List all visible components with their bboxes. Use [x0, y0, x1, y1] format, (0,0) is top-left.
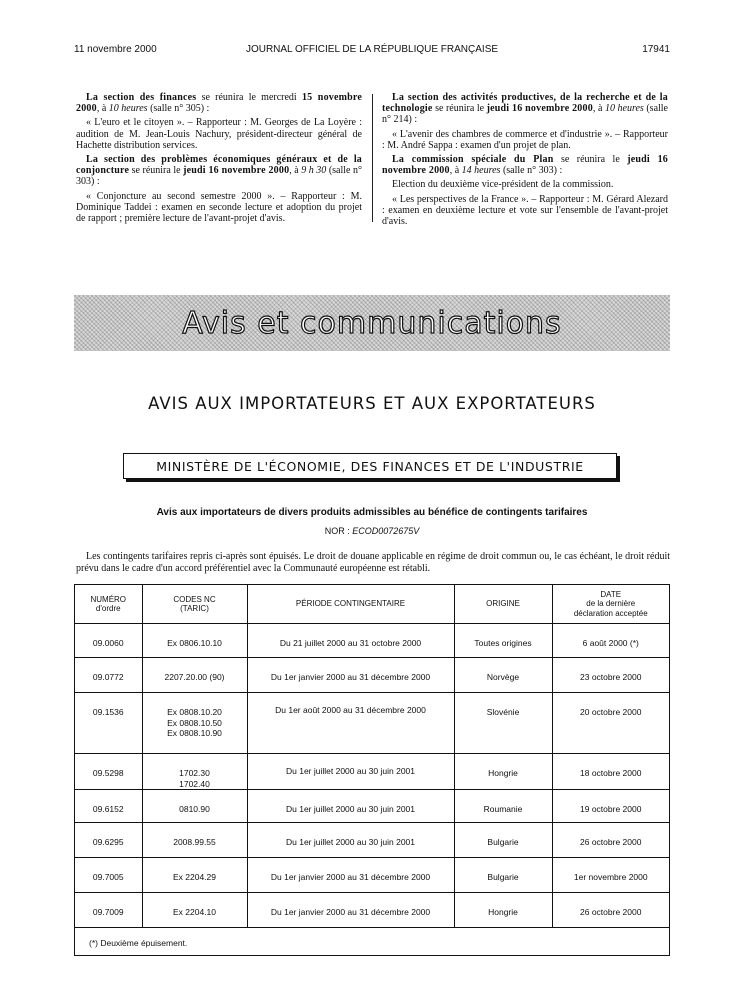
- cell-codes: [142, 754, 247, 790]
- cell-date: 26 octobre 2000: [552, 823, 669, 858]
- notice-agenda: « Conjoncture au second semestre 2000 ». – Rapporteur : M. Dominique Taddei : examen en seconde lecture et adoption du projet de rapport ; première lecture de l'avant-projet d'avis.: [76, 190, 362, 225]
- notice-agenda: « L'avenir des chambres de commerce et d'industrie ». – Rapporteur : M. André Sappa : examen d'un projet de plan.: [382, 128, 668, 151]
- cell-origine: Roumanie: [454, 790, 552, 823]
- notice-room: (salle n° 303) :: [76, 165, 363, 188]
- header-date: 11 novembre 2000: [74, 44, 157, 55]
- notice-text: , à: [592, 103, 605, 115]
- header-line: DATE: [600, 589, 622, 599]
- notice-text: se réunira le: [129, 165, 184, 177]
- table-row: [75, 624, 669, 658]
- cell-numero: 09.1536: [75, 693, 142, 754]
- table-row: [75, 823, 669, 858]
- notice-finances: [76, 92, 362, 114]
- header-codes: [142, 585, 247, 624]
- notice-room: (salle n° 303) :: [500, 165, 563, 177]
- page-header: [74, 44, 670, 58]
- table-row: [75, 693, 669, 754]
- notice-time: 14 heures: [461, 165, 501, 177]
- code-line: 1702.40: [179, 778, 210, 789]
- notice-activites: [382, 92, 668, 126]
- header-line: de la dernière: [586, 599, 636, 609]
- cell-periode: Du 1er août 2000 au 31 décembre 2000: [247, 693, 454, 754]
- cell-periode: Du 1er janvier 2000 au 31 décembre 2000: [247, 858, 454, 893]
- cell-codes: [142, 693, 247, 754]
- header-origine: ORIGINE: [454, 585, 552, 624]
- notice-date: jeudi 16 novembre 2000: [382, 154, 668, 177]
- table-footnote: (*) Deuxième épuisement.: [89, 938, 188, 948]
- table-row: [75, 790, 669, 823]
- table-row: [75, 893, 669, 928]
- notice-text: , à: [449, 165, 462, 177]
- notice-heading: La commission spéciale du Plan: [392, 154, 554, 166]
- cell-date: 20 octobre 2000: [552, 693, 669, 754]
- quota-table-frame: [74, 584, 670, 956]
- cell-date: 23 octobre 2000: [552, 658, 669, 693]
- ministry-box: MINISTÈRE DE L'ÉCONOMIE, DES FINANCES ET DE L'INDUSTRIE: [123, 453, 617, 479]
- header-date: [552, 585, 669, 624]
- notice-room: (salle n° 214) :: [382, 103, 668, 126]
- session-notices: [76, 92, 668, 228]
- cell-periode: Du 1er juillet 2000 au 30 juin 2001: [247, 823, 454, 858]
- header-numero: [75, 585, 142, 624]
- nor-label: NOR :: [324, 526, 353, 536]
- notice-agenda: « Les perspectives de la France ». – Rapporteur : M. Gérard Alezard : examen en deuxième lecture et vote sur l'ensemble de l'avant-projet d'avis.: [382, 193, 668, 228]
- cell-codes: [142, 858, 247, 893]
- notice-title: Avis aux importateurs de divers produits admissibles au bénéfice de contingents tarifaires: [156, 507, 588, 518]
- cell-numero: 09.5298: [75, 754, 142, 790]
- cell-periode: Du 1er juillet 2000 au 30 juin 2001: [247, 754, 454, 790]
- journal-title: JOURNAL OFFICIEL DE LA RÉPUBLIQUE FRANÇAISE: [245, 44, 499, 55]
- cell-codes: [142, 823, 247, 858]
- right-column: [382, 92, 668, 230]
- notice-heading: La section des activités productives, de la recherche et de la technologie: [382, 92, 668, 115]
- cell-numero: 09.0772: [75, 658, 142, 693]
- cell-date: 6 août 2000 (*): [552, 624, 669, 658]
- intro-paragraph: Les contingents tarifaires repris ci-après sont épuisés. Le droit de douane applicable en régime de droit commun ou, le cas échéant, le droit réduit prévu dans le cadre d'un accord préférentiel avec la Communauté européenne est rétabli.: [76, 551, 670, 574]
- code-line: 1702.30: [179, 768, 210, 778]
- cell-origine: Toutes origines: [454, 624, 552, 658]
- notice-text: , à: [96, 103, 109, 115]
- table-body: [75, 624, 669, 928]
- notice-time: 9 h 30: [301, 165, 327, 177]
- notice-date: jeudi 16 novembre 2000: [183, 165, 290, 177]
- table-row: [75, 754, 669, 790]
- notice-heading: La section des problèmes économiques généraux et de la conjoncture: [76, 154, 362, 177]
- code-line: Ex 2204.29: [172, 872, 216, 882]
- cell-origine: Hongrie: [454, 893, 552, 928]
- notice-conjoncture: [76, 154, 362, 188]
- cell-periode: Du 1er janvier 2000 au 31 décembre 2000: [247, 893, 454, 928]
- cell-numero: 09.6295: [75, 823, 142, 858]
- cell-codes: [142, 893, 247, 928]
- cell-codes: [142, 658, 247, 693]
- nor-reference: [74, 526, 670, 536]
- cell-origine: Bulgarie: [454, 823, 552, 858]
- header-line: CODES NC: [173, 594, 216, 604]
- table-row: [75, 658, 669, 693]
- notice-agenda: Election du deuxième vice-président de la commission.: [392, 179, 614, 191]
- cell-origine: Bulgarie: [454, 858, 552, 893]
- cell-numero: 09.7005: [75, 858, 142, 893]
- section-banner: [74, 295, 670, 351]
- cell-origine: Hongrie: [454, 754, 552, 790]
- nor-code: ECOD0072675V: [352, 526, 420, 536]
- header-line: d'ordre: [95, 604, 121, 613]
- quota-table: [75, 585, 669, 928]
- code-line: Ex 0808.10.20: [167, 707, 222, 717]
- header-line: déclaration acceptée: [573, 608, 648, 618]
- code-line: Ex 0808.10.50: [167, 717, 222, 728]
- cell-date: 26 octobre 2000: [552, 893, 669, 928]
- cell-date: 1er novembre 2000: [552, 858, 669, 893]
- notice-text: se réunira le: [553, 154, 628, 166]
- header-line: (TARIC): [180, 604, 209, 613]
- notice-agenda: « L'euro et le citoyen ». – Rapporteur : M. Georges de La Loyère : audition de M. Jean-Louis Nachury, président-directeur général de Hachette distribution services.: [76, 117, 362, 151]
- left-column: [76, 92, 362, 227]
- column-divider: [372, 94, 373, 222]
- notice-text: se réunira le mercredi: [196, 92, 302, 103]
- cell-numero: 09.7009: [75, 893, 142, 928]
- section-title: AVIS AUX IMPORTATEURS ET AUX EXPORTATEURS: [148, 394, 596, 413]
- code-line: Ex 0806.10.10: [167, 638, 222, 648]
- code-line: 2207.20.00 (90): [164, 672, 225, 682]
- notice-room: (salle n° 305) :: [147, 103, 210, 115]
- notice-date: 15 novembre 2000: [76, 92, 362, 115]
- cell-date: 19 octobre 2000: [552, 790, 669, 823]
- banner-title: Avis et communications: [182, 305, 562, 341]
- cell-date: 18 octobre 2000: [552, 754, 669, 790]
- cell-codes: [142, 624, 247, 658]
- table-row: [75, 858, 669, 893]
- table-header-row: [75, 585, 669, 624]
- header-periode: PÉRIODE CONTINGENTAIRE: [247, 585, 454, 624]
- notice-plan: [382, 154, 668, 176]
- code-line: Ex 0808.10.90: [167, 728, 222, 738]
- notice-time: 10 heures: [108, 103, 148, 115]
- header-line: NUMÉRO: [90, 594, 127, 604]
- cell-origine: Slovénie: [454, 693, 552, 754]
- notice-text: se réunira le: [432, 103, 487, 115]
- notice-heading: La section des finances: [86, 92, 197, 103]
- notice-text: , à: [289, 165, 302, 177]
- code-line: 2008.99.55: [173, 837, 216, 847]
- code-line: Ex 2204.10: [172, 907, 216, 917]
- notice-date: jeudi 16 novembre 2000: [486, 103, 593, 115]
- notice-time: 10 heures: [604, 103, 644, 115]
- cell-numero: 09.6152: [75, 790, 142, 823]
- page-number: 17941: [642, 44, 670, 55]
- cell-origine: Norvège: [454, 658, 552, 693]
- cell-periode: Du 21 juillet 2000 au 31 octobre 2000: [247, 624, 454, 658]
- cell-periode: Du 1er juillet 2000 au 30 juin 2001: [247, 790, 454, 823]
- code-line: 0810.90: [179, 804, 210, 814]
- cell-codes: [142, 790, 247, 823]
- cell-periode: Du 1er janvier 2000 au 31 décembre 2000: [247, 658, 454, 693]
- cell-numero: 09.0060: [75, 624, 142, 658]
